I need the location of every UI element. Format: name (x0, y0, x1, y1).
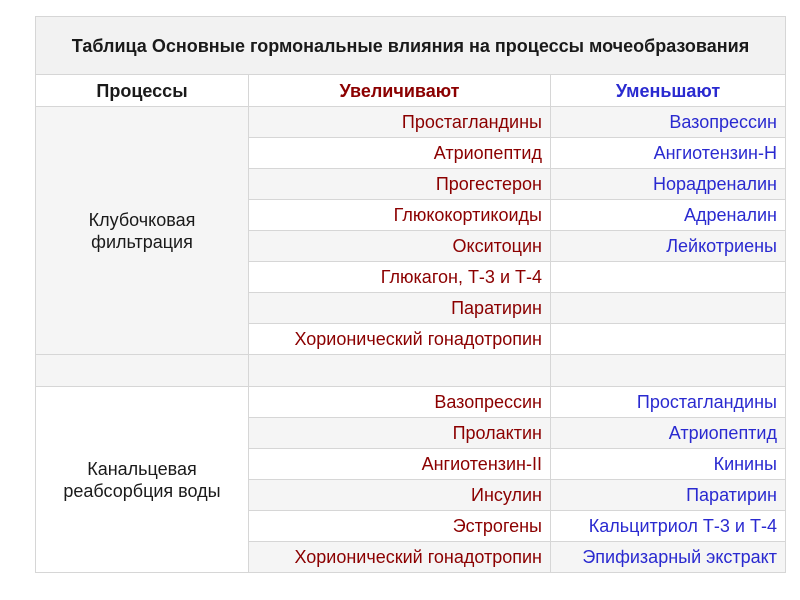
increase-cell: Вазопрессин (249, 387, 551, 418)
header-decrease: Уменьшают (551, 75, 786, 107)
increase-cell: Эстрогены (249, 511, 551, 542)
decrease-cell (551, 262, 786, 293)
decrease-cell: Ангиотензин-Н (551, 138, 786, 169)
hormone-table (35, 16, 786, 573)
decrease-cell: Кальцитриол Т-3 и Т-4 (551, 511, 786, 542)
increase-cell: Ангиотензин-II (249, 449, 551, 480)
increase-cell: Инсулин (249, 480, 551, 511)
increase-cell: Пролактин (249, 418, 551, 449)
decrease-cell: Кинины (551, 449, 786, 480)
increase-cell: Простагландины (249, 107, 551, 138)
decrease-cell: Паратирин (551, 480, 786, 511)
decrease-cell: Лейкотриены (551, 231, 786, 262)
spacer-cell (551, 355, 786, 387)
increase-cell: Хорионический гонадотропин (249, 324, 551, 355)
header-increase: Увеличивают (249, 75, 551, 107)
table-row (36, 107, 786, 138)
decrease-cell: Эпифизарный экстракт (551, 542, 786, 573)
decrease-cell (551, 293, 786, 324)
decrease-cell: Атриопептид (551, 418, 786, 449)
table-title: Таблица Основные гормональные влияния на процессы мочеобразования (36, 17, 786, 75)
process-glomerular-filtration (36, 107, 249, 355)
process-label-line2: реабсорбция воды (63, 480, 221, 501)
increase-cell: Хорионический гонадотропин (249, 542, 551, 573)
increase-cell: Глюкагон, Т-3 и Т-4 (249, 262, 551, 293)
process-tubular-water-reabsorption (36, 387, 249, 573)
spacer-cell (249, 355, 551, 387)
process-label-line2: фильтрация (91, 231, 193, 252)
increase-cell: Паратирин (249, 293, 551, 324)
increase-cell: Глюкокортикоиды (249, 200, 551, 231)
spacer-cell (36, 355, 249, 387)
title-row (36, 17, 786, 75)
header-processes: Процессы (36, 75, 249, 107)
decrease-cell: Адреналин (551, 200, 786, 231)
spacer-row (36, 355, 786, 387)
decrease-cell: Вазопрессин (551, 107, 786, 138)
decrease-cell: Простагландины (551, 387, 786, 418)
increase-cell: Атриопептид (249, 138, 551, 169)
process-label-line1: Канальцевая (87, 458, 197, 479)
header-row (36, 75, 786, 107)
increase-cell: Прогестерон (249, 169, 551, 200)
decrease-cell: Норадреналин (551, 169, 786, 200)
table-row (36, 387, 786, 418)
decrease-cell (551, 324, 786, 355)
increase-cell: Окситоцин (249, 231, 551, 262)
process-label-line1: Клубочковая (88, 209, 196, 230)
